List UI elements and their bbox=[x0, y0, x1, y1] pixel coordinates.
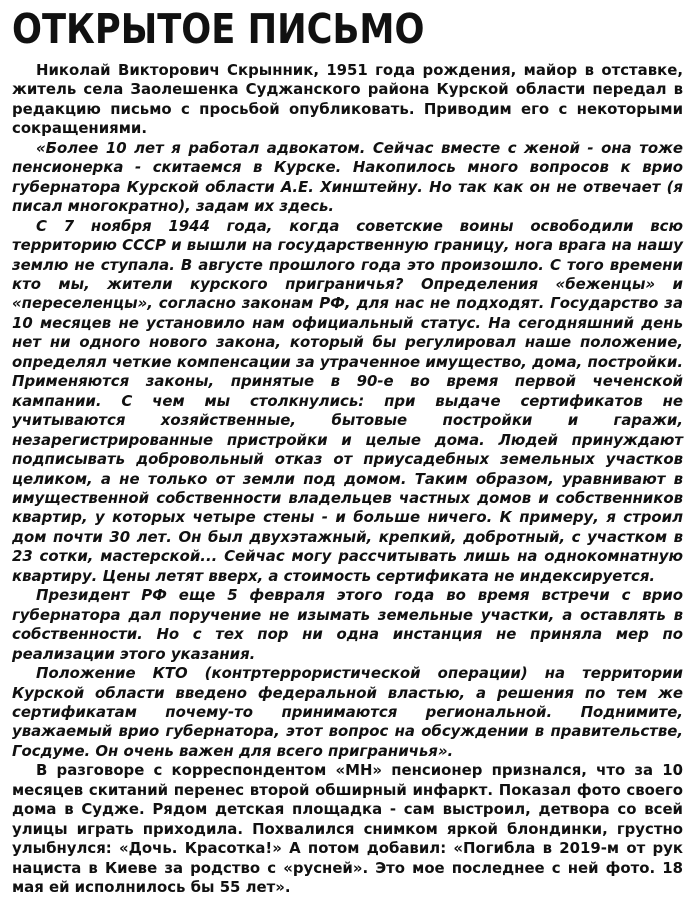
closing-paragraph: В разговоре с корреспондентом «МН» пенсионер признался, что за 10 месяцев скитаний перенес второй обширный инфаркт. Показал фото своего дома в Судже. Рядом детская площадка - сам выстроил, детвора со всей улицы играть приходила. Похвалился снимком яркой блондинки, грустно улыбнулся: «Дочь. Красотка!» А потом добавил: «Погибла в 2019-м от рук нациста в Киеве за родство с «русней». Это мое последнее с ней фото. 18 мая ей исполнилось бы 55 лет». bbox=[12, 761, 683, 897]
letter-paragraph-2: С 7 ноября 1944 года, когда советские воины освободили всю территорию СССР и вышли на государственную границу, нога врага на нашу землю не ступала. В августе прошлого года это произошло. С того времени кто мы, жители курского приграничья? Определения «беженцы» и «переселенцы», согласно законам РФ, для нас не подходят. Государство за 10 месяцев не установило нам официальный статус. На сегодняшний день нет ни одного нового закона, который бы регулировал наше положение, определял четкие компенсации за утраченное имущество, дома, постройки. Применяются законы, принятые в 90-е во время первой чеченской кампании. С чем мы столкнулись: при выдаче сертификатов не учитываются хозяйственные, бытовые постройки и гаражи, незарегистрированные пристройки и целые дома. Людей принуждают подписывать добровольный отказ от приусадебных земельных участков целиком, а не только от земли под домом. Таким образом, уравнивают в имущественной собственности владельцев частных домов и собственников квартир, у которых четыре стены - и больше ничего. К примеру, я строил дом почти 30 лет. Он был двухэтажный, крепкий, добротный, с участком в 23 сотки, мастерской... Сейчас могу рассчитывать лишь на однокомнатную квартиру. Цены летят вверх, а стоимость сертификата не индексируется. bbox=[12, 216, 683, 585]
article-headline: ОТКРЫТОЕ ПИСЬМО bbox=[12, 5, 425, 53]
letter-paragraph-3: Президент РФ еще 5 февраля этого года во время встречи с врио губернатора дал поручение не изымать земельные участки, а оставлять в собственности. Но с тех пор ни одна инстанция не приняла мер по реализации этого указания. bbox=[12, 586, 683, 663]
article-body bbox=[12, 61, 683, 897]
intro-paragraph: Николай Викторович Скрынник, 1951 года рождения, майор в отставке, житель села Заолешенка Суджанского района Курской области передал в редакцию письмо с просьбой опубликовать. Приводим его с некоторыми сокращениями. bbox=[12, 61, 683, 138]
letter-paragraph-1: «Более 10 лет я работал адвокатом. Сейчас вместе с женой - она тоже пенсионерка - скитаемся в Курске. Накопилось много вопросов к врио губернатора Курской области А.Е. Хинштейну. Но так как он не отвечает (я писал многократно), задам их здесь. bbox=[12, 138, 683, 216]
letter-paragraph-4: Положение КТО (контртеррористической операции) на территории Курской области введено федеральной властью, а решения по тем же сертификатам почему-то принимаются региональной. Поднимите, уважаемый врио губернатора, этот вопрос на обсуждении в правительстве, Госдуме. Он очень важен для всего приграничья». bbox=[12, 664, 683, 760]
